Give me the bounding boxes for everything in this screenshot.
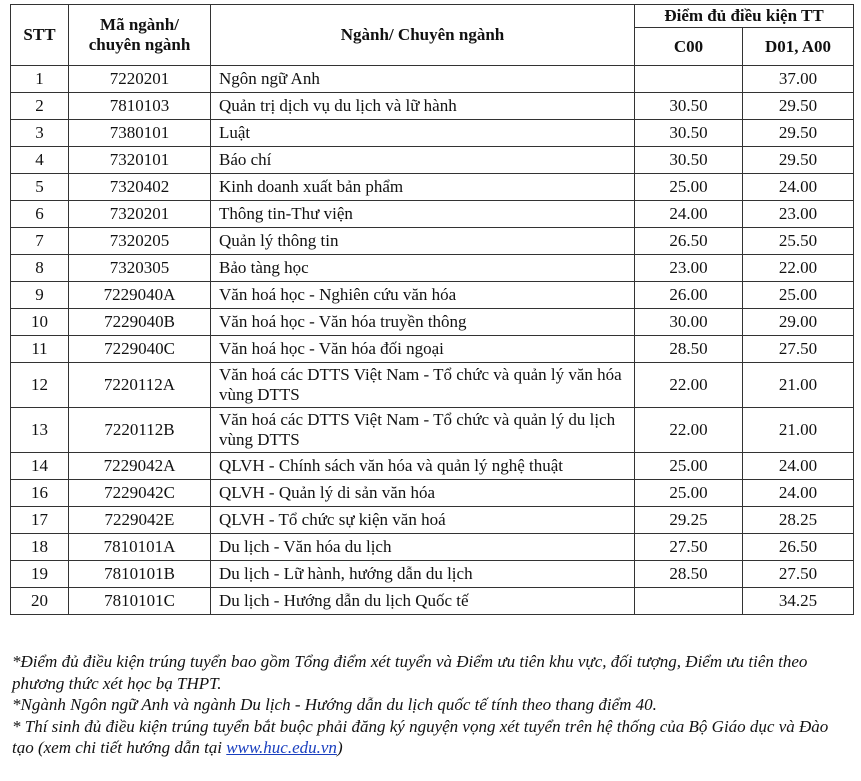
cell-score-c00: 26.00 (635, 282, 743, 309)
cell-code: 7220112A (69, 363, 211, 408)
cell-code: 7810101B (69, 561, 211, 588)
cell-score-c00: 24.00 (635, 201, 743, 228)
cell-major-name: Du lịch - Văn hóa du lịch (211, 534, 635, 561)
cell-score-d01-a00: 29.50 (743, 93, 854, 120)
footnote-1: *Điểm đủ điều kiện trúng tuyển bao gồm Tổng điểm xét tuyển và Điểm ưu tiên khu vực, đối tượng, Điểm ưu tiên theo phương thức xét học bạ THPT. (12, 652, 808, 693)
cell-stt: 18 (11, 534, 69, 561)
table-row (11, 255, 854, 282)
header-code-line1: Mã ngành/ (100, 15, 179, 34)
cell-score-d01-a00: 34.25 (743, 588, 854, 615)
table-header-row (11, 5, 854, 28)
cell-stt: 20 (11, 588, 69, 615)
cell-major-name: Quản trị dịch vụ du lịch và lữ hành (211, 93, 635, 120)
footnote-3-end: ) (336, 738, 343, 757)
cell-score-d01-a00: 24.00 (743, 174, 854, 201)
cell-score-d01-a00: 24.00 (743, 453, 854, 480)
admission-score-table (10, 4, 854, 615)
cell-major-name: Bảo tàng học (211, 255, 635, 282)
cell-stt: 3 (11, 120, 69, 147)
cell-score-c00: 30.50 (635, 147, 743, 174)
cell-major-name: Ngôn ngữ Anh (211, 66, 635, 93)
header-code (69, 5, 211, 66)
header-major: Ngành/ Chuyên ngành (211, 5, 635, 66)
cell-score-d01-a00: 21.00 (743, 363, 854, 408)
header-score-group: Điểm đủ điều kiện TT (635, 5, 854, 28)
table-row (11, 363, 854, 408)
cell-score-d01-a00: 23.00 (743, 201, 854, 228)
cell-score-c00 (635, 66, 743, 93)
table-row (11, 66, 854, 93)
cell-score-d01-a00: 26.50 (743, 534, 854, 561)
table-row (11, 507, 854, 534)
cell-score-d01-a00: 27.50 (743, 561, 854, 588)
cell-score-d01-a00: 28.25 (743, 507, 854, 534)
cell-code: 7380101 (69, 120, 211, 147)
cell-code: 7320305 (69, 255, 211, 282)
cell-stt: 16 (11, 480, 69, 507)
cell-major-name: Văn hoá học - Nghiên cứu văn hóa (211, 282, 635, 309)
cell-score-d01-a00: 27.50 (743, 336, 854, 363)
cell-major-name: QLVH - Tổ chức sự kiện văn hoá (211, 507, 635, 534)
table-body (11, 66, 854, 615)
cell-major-name: QLVH - Quản lý di sản văn hóa (211, 480, 635, 507)
cell-code: 7320402 (69, 174, 211, 201)
cell-stt: 10 (11, 309, 69, 336)
cell-score-d01-a00: 37.00 (743, 66, 854, 93)
table-row (11, 93, 854, 120)
cell-code: 7220201 (69, 66, 211, 93)
cell-stt: 1 (11, 66, 69, 93)
cell-score-c00: 22.00 (635, 408, 743, 453)
cell-major-name: Du lịch - Lữ hành, hướng dẫn du lịch (211, 561, 635, 588)
cell-code: 7229040B (69, 309, 211, 336)
cell-stt: 11 (11, 336, 69, 363)
cell-major-name: Du lịch - Hướng dẫn du lịch Quốc tế (211, 588, 635, 615)
cell-stt: 13 (11, 408, 69, 453)
footnote-3 (12, 716, 852, 759)
cell-score-d01-a00: 25.50 (743, 228, 854, 255)
table-row (11, 201, 854, 228)
cell-score-c00: 25.00 (635, 174, 743, 201)
cell-score-d01-a00: 25.00 (743, 282, 854, 309)
cell-major-name: Thông tin-Thư viện (211, 201, 635, 228)
cell-score-c00: 25.00 (635, 480, 743, 507)
table-row (11, 120, 854, 147)
cell-score-d01-a00: 22.00 (743, 255, 854, 282)
footnote-2: *Ngành Ngôn ngữ Anh và ngành Du lịch - Hướng dẫn du lịch quốc tế tính theo thang điểm 40. (12, 695, 657, 714)
header-d01-a00: D01, A00 (743, 28, 854, 66)
cell-score-d01-a00: 21.00 (743, 408, 854, 453)
cell-stt: 14 (11, 453, 69, 480)
cell-code: 7229042A (69, 453, 211, 480)
cell-major-name: QLVH - Chính sách văn hóa và quản lý nghệ thuật (211, 453, 635, 480)
cell-score-c00: 26.50 (635, 228, 743, 255)
cell-code: 7320101 (69, 147, 211, 174)
cell-stt: 2 (11, 93, 69, 120)
table-row (11, 480, 854, 507)
cell-code: 7220112B (69, 408, 211, 453)
cell-stt: 7 (11, 228, 69, 255)
cell-major-name: Văn hoá các DTTS Việt Nam - Tổ chức và quản lý văn hóa vùng DTTS (211, 363, 635, 408)
cell-score-c00: 28.50 (635, 561, 743, 588)
cell-score-c00: 25.00 (635, 453, 743, 480)
cell-score-d01-a00: 29.50 (743, 147, 854, 174)
cell-code: 7229040A (69, 282, 211, 309)
cell-code: 7810101A (69, 534, 211, 561)
cell-score-d01-a00: 29.00 (743, 309, 854, 336)
cell-major-name: Quản lý thông tin (211, 228, 635, 255)
header-stt: STT (11, 5, 69, 66)
table-row (11, 408, 854, 453)
cell-code: 7320205 (69, 228, 211, 255)
cell-score-c00: 30.00 (635, 309, 743, 336)
cell-major-name: Văn hoá các DTTS Việt Nam - Tổ chức và quản lý du lịch vùng DTTS (211, 408, 635, 453)
footnotes (12, 651, 852, 759)
cell-stt: 19 (11, 561, 69, 588)
table-row (11, 453, 854, 480)
cell-code: 7229042E (69, 507, 211, 534)
cell-stt: 9 (11, 282, 69, 309)
cell-stt: 6 (11, 201, 69, 228)
cell-major-name: Luật (211, 120, 635, 147)
header-code-line2: chuyên ngành (88, 35, 191, 54)
table-row (11, 309, 854, 336)
cell-stt: 5 (11, 174, 69, 201)
header-c00: C00 (635, 28, 743, 66)
website-link[interactable]: www.huc.edu.vn (226, 738, 337, 757)
cell-code: 7320201 (69, 201, 211, 228)
cell-code: 7810101C (69, 588, 211, 615)
table-row (11, 588, 854, 615)
cell-score-c00: 28.50 (635, 336, 743, 363)
table-row (11, 336, 854, 363)
cell-code: 7810103 (69, 93, 211, 120)
cell-score-c00: 30.50 (635, 93, 743, 120)
cell-score-c00 (635, 588, 743, 615)
cell-major-name: Báo chí (211, 147, 635, 174)
table-row (11, 561, 854, 588)
cell-score-c00: 23.00 (635, 255, 743, 282)
table-row (11, 228, 854, 255)
cell-major-name: Kinh doanh xuất bản phẩm (211, 174, 635, 201)
table-row (11, 282, 854, 309)
cell-score-c00: 27.50 (635, 534, 743, 561)
cell-major-name: Văn hoá học - Văn hóa đối ngoại (211, 336, 635, 363)
cell-code: 7229042C (69, 480, 211, 507)
table-row (11, 147, 854, 174)
cell-score-c00: 22.00 (635, 363, 743, 408)
cell-score-c00: 29.25 (635, 507, 743, 534)
footnote-3-text: * Thí sinh đủ điều kiện trúng tuyển bắt buộc phải đăng ký nguyện vọng xét tuyển trên hệ thống của Bộ Giáo dục và Đào tạo (xem chi tiết hướng dẫn tại (12, 716, 829, 757)
cell-stt: 12 (11, 363, 69, 408)
cell-code: 7229040C (69, 336, 211, 363)
cell-stt: 4 (11, 147, 69, 174)
table-row (11, 534, 854, 561)
cell-stt: 17 (11, 507, 69, 534)
cell-score-d01-a00: 29.50 (743, 120, 854, 147)
cell-major-name: Văn hoá học - Văn hóa truyền thông (211, 309, 635, 336)
cell-stt: 8 (11, 255, 69, 282)
cell-score-d01-a00: 24.00 (743, 480, 854, 507)
table-row (11, 174, 854, 201)
cell-score-c00: 30.50 (635, 120, 743, 147)
